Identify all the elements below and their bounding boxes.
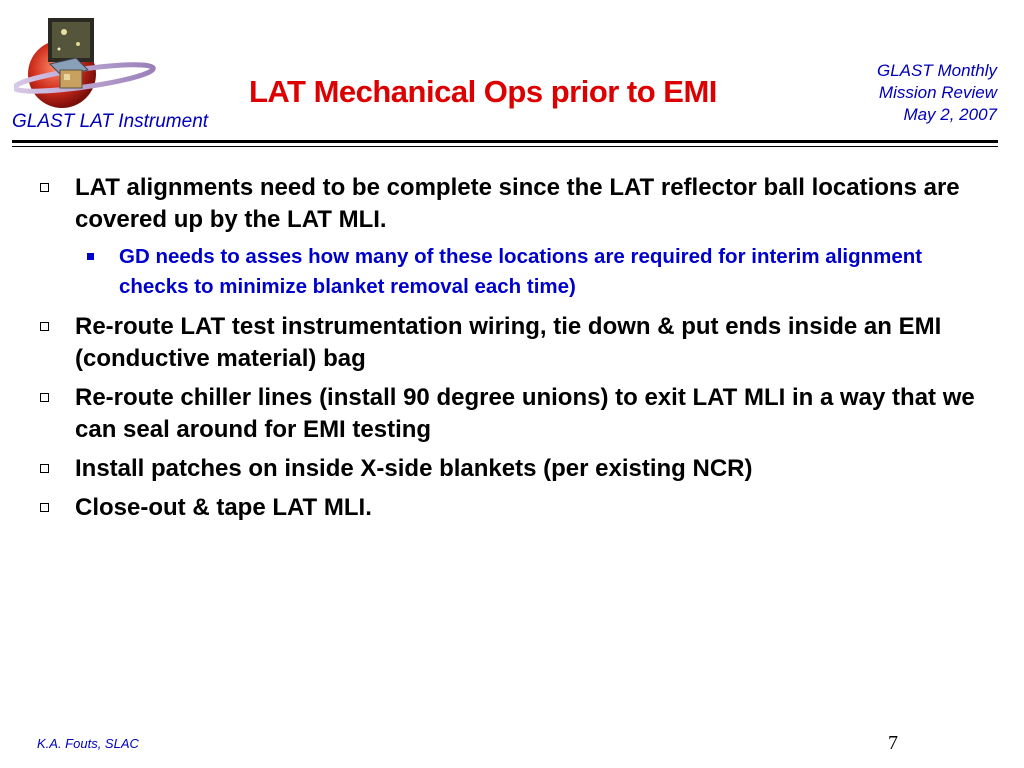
bullet-item xyxy=(37,311,987,375)
page-number: 7 xyxy=(888,732,898,754)
bullet-text: Install patches on inside X-side blankets (per existing NCR) xyxy=(75,455,753,482)
footer-author: K.A. Fouts, SLAC xyxy=(37,736,139,751)
instrument-label: GLAST LAT Instrument xyxy=(12,111,209,132)
sub-bullet-item xyxy=(37,242,987,302)
bullet-item xyxy=(37,453,987,485)
hollow-square-bullet-icon xyxy=(40,393,49,402)
hollow-square-bullet-icon xyxy=(40,183,49,192)
meeting-line-1: GLAST Monthly xyxy=(877,61,997,80)
meeting-info xyxy=(877,60,997,126)
bullet-text: LAT alignments need to be complete since the LAT reflector ball locations are covered up by the LAT MLI. xyxy=(75,174,960,233)
sub-bullet-text: GD needs to asses how many of these locations are required for interim alignment checks to minimize blanket removal each time) xyxy=(119,245,923,298)
header-divider-thin xyxy=(12,146,998,147)
bullet-item xyxy=(37,172,987,236)
glast-satellite-logo-icon xyxy=(14,14,164,122)
slide-body xyxy=(37,172,987,531)
bullet-text: Close-out & tape LAT MLI. xyxy=(75,494,372,521)
hollow-square-bullet-icon xyxy=(40,464,49,473)
filled-square-bullet-icon xyxy=(87,253,94,260)
hollow-square-bullet-icon xyxy=(40,322,49,331)
bullet-text: Re-route LAT test instrumentation wiring, tie down & put ends inside an EMI (conductive material) bag xyxy=(75,313,942,372)
bullet-item xyxy=(37,492,987,524)
meeting-line-2: Mission Review xyxy=(878,83,997,102)
header-divider-thick xyxy=(12,140,998,143)
bullet-item xyxy=(37,382,987,446)
meeting-date: May 2, 2007 xyxy=(903,105,997,124)
slide-title: LAT Mechanical Ops prior to EMI xyxy=(249,74,717,109)
bullet-text: Re-route chiller lines (install 90 degree unions) to exit LAT MLI in a way that we can seal around for EMI testing xyxy=(75,384,975,443)
hollow-square-bullet-icon xyxy=(40,503,49,512)
glast-logo xyxy=(14,14,164,122)
